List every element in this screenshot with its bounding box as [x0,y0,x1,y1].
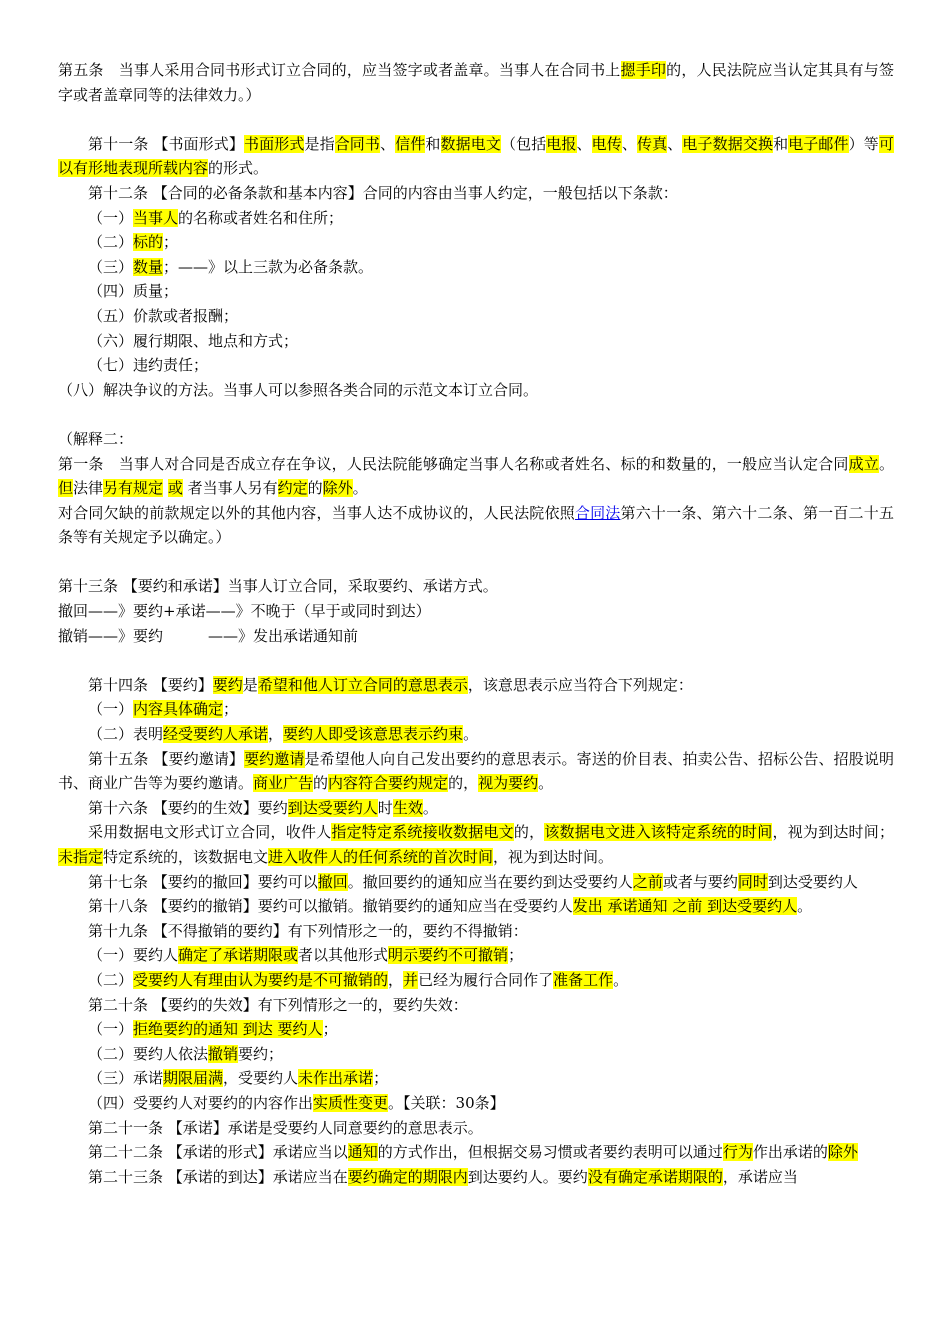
text-run: 是希望他人向自己发出要约的意思表示。寄送的价目表、拍卖公告、招标公告、招股说明书、商业广告等为要约邀请。 [58,749,894,793]
highlighted-text: 未作出承诺 [298,1069,374,1088]
highlighted-text: 实质性变更 [313,1093,389,1112]
highlighted-text: 或 [167,479,183,498]
highlighted-text: 指定特定系统接收数据电文 [331,823,514,842]
highlighted-text: 电子邮件 [788,134,849,153]
text-run: 对合同欠缺的前款规定以外的其他内容，当事人达不成协议的，人民法院依照 [58,503,575,522]
paragraph [58,304,894,329]
text-run: （四）质量； [88,282,179,301]
text-run: 第五条 当事人采用合同书形式订立合同的，应当签字或者盖章。当事人在合同书上 [58,61,621,79]
paragraph [58,1091,894,1116]
paragraph [58,427,894,452]
text-run: ； [223,700,239,719]
highlighted-text: 电子数据交换 [682,134,774,153]
text-run: 或者与要约 [662,872,738,891]
paragraph [58,132,894,181]
highlighted-text: 要约人即受该意思表示约束 [283,725,464,744]
text-run: 到达受要约人 [767,872,858,891]
text-run: 。 [422,798,438,817]
text-run: 第十六条 【要约的生效】要约 [88,798,288,817]
text-run: 。 [538,774,554,793]
highlighted-text: 除外 [322,479,353,498]
highlighted-text: 约定 [277,479,308,498]
text-run: 是指 [304,134,335,153]
highlighted-text: 视为要约 [478,774,539,793]
text-run: （四）受要约人对要约的内容作出 [88,1093,314,1112]
highlighted-text: 书面形式 [244,134,305,153]
text-run: 第二十一条 【承诺】承诺是受要约人同意要约的意思表示。 [88,1118,483,1137]
paragraph [58,624,894,649]
highlighted-text: 未指定 [58,848,104,866]
highlighted-text: 数量 [133,257,164,276]
text-run: ， [388,970,404,989]
paragraph [58,968,894,993]
text-run: （五）价款或者报酬； [88,306,239,325]
highlighted-text: 拒绝要约的通知 到达 要约人 [133,1020,323,1039]
text-run: （一） [88,1020,134,1039]
highlighted-text: 撤回 [317,872,348,891]
text-run: 的形式。 [208,159,269,178]
text-run: 的，人民法院应当认定其具有与签字或者盖章同等的法律效力。） [58,61,894,104]
text-run: ； [508,946,524,965]
text-run: （二）表明 [88,725,164,744]
blank-line [58,550,894,575]
text-run: 。撤回要约的通知应当在要约到达受要约人 [347,872,633,891]
highlighted-text: 但 [58,479,74,498]
text-run: （八）解决争议的方法。当事人可以参照各类合同的示范文本订立合同。 [58,380,539,399]
text-run: ， [268,725,284,744]
text-run: 第十一条 【书面形式】 [88,134,244,153]
highlighted-text: 明示要约不可撤销 [388,946,509,965]
text-run: ； [322,1020,338,1039]
text-run: ； [163,233,179,252]
highlighted-text: 可以有形地表现所载内容 [58,134,894,178]
highlighted-text: 经受要约人承诺 [163,725,269,744]
document-page [58,58,894,1189]
text-run: ；——》以上三款为必备条款。 [163,257,374,276]
paragraph [58,919,894,944]
paragraph [58,378,894,403]
highlighted-text: 期限届满 [163,1069,224,1088]
text-run: 。 [613,970,629,989]
text-run: 第十五条 【要约邀请】 [88,749,245,768]
highlighted-text: 通知 [347,1143,378,1162]
text-run: 和 [773,134,789,153]
text-run: 撤销——》要约 ——》发出承诺通知前 [58,626,359,645]
paragraph [58,820,894,869]
text-run: 的名称或者姓名和住所； [178,208,344,227]
paragraph [58,870,894,895]
text-run: 第十八条 【要约的撤销】要约可以撤销。撤销要约的通知应当在受要约人 [88,897,573,916]
text-run: 。 [878,454,894,473]
text-run: 的， [448,774,479,793]
text-run: 特定系统的，该数据电文 [103,848,269,866]
highlighted-text: 到达受要约人 [287,798,378,817]
text-run: ，视为到达时间。 [493,848,614,866]
paragraph [58,673,894,698]
text-run: （六）履行期限、地点和方式； [88,331,299,350]
text-run: （三）承诺 [88,1069,164,1088]
highlighted-text: 成立 [848,454,879,473]
blank-line [58,648,894,673]
text-run: 。 [797,897,813,916]
paragraph [58,796,894,821]
paragraph [58,574,894,599]
highlighted-text: 电报 [546,134,577,153]
highlighted-text: 信件 [395,134,426,153]
text-run: （二） [88,970,134,989]
text-run: 时 [377,798,393,817]
text-run: 要约； [238,1044,284,1063]
highlighted-text: 数据电文 [440,134,501,153]
paragraph [58,722,894,747]
highlighted-text: 同时 [737,872,768,891]
text-run: ，该意思表示应当符合下列规定： [467,675,693,694]
text-run: 采用数据电文形式订立合同，收件人 [88,823,332,842]
highlighted-text: 除外 [827,1143,858,1162]
paragraph [58,1017,894,1042]
text-run: 法律 [73,479,104,498]
text-run: 第十九条 【不得撤销的要约】有下列情形之一的，要约不得撤销： [88,921,528,940]
highlighted-text: 合同书 [334,134,381,153]
text-run: （二）要约人依法 [88,1044,209,1063]
highlighted-text: 内容具体确定 [133,700,224,719]
paragraph [58,1042,894,1067]
text-run: （二） [88,233,134,252]
paragraph [58,329,894,354]
paragraph [58,943,894,968]
highlighted-text: 撤销 [208,1044,239,1063]
text-run: 第十四条 【要约】 [88,675,213,694]
paragraph [58,993,894,1018]
text-run: 第二十二条 【承诺的形式】承诺应当以 [88,1143,348,1162]
paragraph [58,181,894,206]
text-run: 是 [242,675,258,694]
text-run: ； [373,1069,389,1088]
text-run: 已经为履行合同作了 [418,970,554,989]
highlighted-text: 并 [403,970,419,989]
highlighted-text: 传真 [637,134,668,153]
highlighted-text: 当事人 [133,208,179,227]
text-run: ）等 [848,134,879,153]
highlighted-text: 准备工作 [553,970,614,989]
text-run: 、 [621,134,638,153]
highlighted-text: 希望和他人订立合同的意思表示 [257,675,468,694]
highlighted-text: 行为 [722,1143,753,1162]
text-run: 、 [667,134,683,153]
highlighted-text: 生效 [392,798,423,817]
paragraph [58,1165,894,1190]
text-run: （一） [88,700,134,719]
text-run: （一） [88,208,134,227]
text-run: 的 [313,774,329,793]
highlighted-text: 标的 [133,233,164,252]
paragraph [58,452,894,501]
blank-line [58,402,894,427]
highlighted-text: 之前 [632,872,663,891]
text-run: 和 [425,134,441,153]
highlighted-text: 电传 [591,134,622,153]
paragraph [58,599,894,624]
text-run: 第一条 当事人对合同是否成立存在争议，人民法院能够确定当事人名称或者姓名、标的和数量的，一般应当认定合同 [58,454,849,473]
paragraph [58,894,894,919]
text-run: 第二十三条 【承诺的到达】承诺应当在 [88,1167,348,1186]
text-run: 、 [576,134,592,153]
text-run: 的 [307,479,323,498]
text-run: 第十二条 【合同的必备条款和基本内容】合同的内容由当事人约定，一般包括以下条款： [88,183,678,202]
text-run: （包括 [500,134,547,153]
paragraph [58,501,894,550]
highlighted-text: 发出 承诺通知 之前 到达受要约人 [572,897,798,916]
highlighted-text: 确定了承诺期限或 [178,946,299,965]
text-run: （一）要约人 [88,946,179,965]
text-run: 第六十一条、第六十二条、第一百二十五条等有关规定予以确定。） [58,503,894,547]
text-run: 第二十条 【要约的失效】有下列情形之一的，要约失效： [88,995,468,1014]
text-run: 第十三条 【要约和承诺】当事人订立合同，采取要约、承诺方式。 [58,577,498,596]
text-run: （解释二： [58,429,134,448]
text-run: 到达要约人。要约 [467,1167,588,1186]
text-run: 。 [352,479,368,498]
paragraph [58,279,894,304]
text-run: 者当事人另有 [182,479,278,498]
text-run: 者以其他形式 [298,946,389,965]
highlighted-text: 该数据电文进入该特定系统的时间 [544,823,773,842]
paragraph [58,1116,894,1141]
text-run: 的， [513,823,545,842]
text-run: 作出承诺的 [752,1143,828,1162]
text-run: 、 [380,134,396,153]
text-run: 。【关联：30条】 [388,1093,505,1112]
paragraph [58,353,894,378]
paragraph [58,1066,894,1091]
highlighted-text: 受要约人有理由认为要约是不可撤销的 [133,970,389,989]
highlighted-text: 要约确定的期限内 [347,1167,468,1186]
text-run: （七）违约责任； [88,356,209,375]
paragraph [58,747,894,796]
text-run: （三） [88,257,134,276]
paragraph [58,58,894,107]
highlighted-text: 要约邀请 [244,749,305,768]
highlighted-text: 没有确定承诺期限的 [587,1167,723,1186]
contract-law-link[interactable]: 合同法 [574,503,621,522]
highlighted-text: 进入收件人的任何系统的首次时间 [268,848,494,866]
text-run: ，受要约人 [223,1069,299,1088]
paragraph [58,697,894,722]
paragraph [58,1140,894,1165]
text-run: 第十七条 【要约的撤回】要约可以 [88,872,318,891]
highlighted-text: 内容符合要约规定 [328,774,449,793]
paragraph [58,230,894,255]
text-run: 撤回——》要约+承诺——》不晚于（早于或同时到达） [58,602,431,621]
highlighted-text: 另有规定 [103,479,164,498]
highlighted-text: 摁手印 [620,61,667,79]
text-run: 的方式作出，但根据交易习惯或者要约表明可以通过 [377,1143,723,1162]
text-run: ，视为到达时间； [772,823,894,842]
text-run: 。 [463,725,479,744]
text-run: ，承诺应当 [722,1167,798,1186]
highlighted-text: 商业广告 [253,774,314,793]
paragraph [58,206,894,231]
highlighted-text: 要约 [212,675,243,694]
paragraph [58,255,894,280]
blank-line [58,107,894,132]
